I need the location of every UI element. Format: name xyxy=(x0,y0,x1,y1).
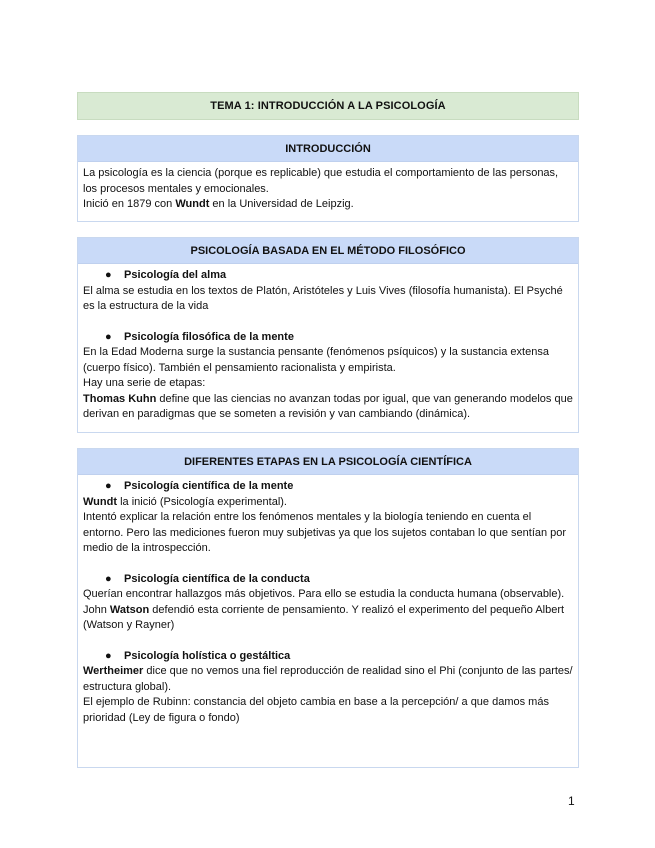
section-header-text: DIFERENTES ETAPAS EN LA PSICOLOGÍA CIENTÍFICA xyxy=(184,455,472,468)
paragraph-kuhn xyxy=(83,392,573,423)
bullet-icon: ● xyxy=(105,572,112,585)
section-header-text: PSICOLOGÍA BASADA EN EL MÉTODO FILOSÓFICO xyxy=(190,244,466,257)
bullet-heading xyxy=(83,479,573,495)
paragraph xyxy=(83,587,573,634)
section-psicologia-cientifica xyxy=(77,448,579,768)
bullet-icon: ● xyxy=(105,269,112,281)
paragraph: Hay una serie de etapas: xyxy=(83,377,206,389)
document-page xyxy=(77,92,579,768)
bullet-heading-text: Psicología del alma xyxy=(124,269,227,281)
bullet-icon: ● xyxy=(105,480,112,492)
intro-text: en la Universidad de Leipzig. xyxy=(209,198,354,210)
bullet-heading-text: Psicología científica de la conducta xyxy=(124,572,310,585)
bullet-icon: ● xyxy=(105,330,112,343)
paragraph-text: Querían encontrar hallazgos más objetivos. Para ello se estudia la conducta humana (observable). John xyxy=(83,588,565,616)
bullet-heading-text: Psicología científica de la mente xyxy=(124,480,294,492)
bullet-heading xyxy=(83,572,573,588)
name-wertheimer: Wertheimer xyxy=(83,665,144,677)
paragraph xyxy=(83,495,573,511)
intro-paragraph: La psicología es la ciencia (porque es replicable) que estudia el comportamiento de las personas, los procesos mentales y emocionales. xyxy=(83,167,559,195)
paragraph-text: la inició (Psicología experimental). xyxy=(117,495,287,508)
section-body-filosofico xyxy=(78,264,578,429)
paragraph xyxy=(83,664,573,695)
page-number: 1 xyxy=(568,794,575,808)
section-body-cientifica xyxy=(78,475,578,732)
section-header-introduccion xyxy=(78,136,578,162)
intro-name-wundt: Wundt xyxy=(175,198,210,210)
paragraph: El ejemplo de Rubinn: constancia del objeto cambia en base a la percepción/ a que damos más prioridad (Ley de figura o fondo) xyxy=(83,696,549,724)
section-header-cientifica xyxy=(78,449,578,475)
paragraph: En la Edad Moderna surge la sustancia pensante (fenómenos psíquicos) y la sustancia extensa (cuerpo físico). También el pensamiento racionalista y empirista. xyxy=(83,346,549,374)
bullet-heading xyxy=(83,649,573,665)
bullet-heading xyxy=(83,330,573,346)
bullet-icon: ● xyxy=(105,649,112,662)
document-title xyxy=(77,92,579,120)
bullet-heading-text: Psicología holística o gestáltica xyxy=(124,649,291,662)
intro-paragraph-2 xyxy=(83,197,573,213)
paragraph-text: dice que no vemos una fiel reproducción de realidad sino el Phi (conjunto de las partes/ estructura global). xyxy=(83,665,573,693)
paragraph-text: defendió esta corriente de pensamiento. Y realizó el experimento del pequeño Albert (Watson y Rayner) xyxy=(83,603,565,631)
bullet-heading xyxy=(83,268,573,284)
section-metodo-filosofico xyxy=(77,237,579,433)
paragraph-text: define que las ciencias no avanzan todas por igual, que van generando modelos que derivan en paradigmas que se someten a revisión y van cambiando (dinámica). xyxy=(83,392,573,420)
name-wundt: Wundt xyxy=(83,495,118,508)
section-body-introduccion xyxy=(78,162,578,219)
section-header-text: INTRODUCCIÓN xyxy=(285,142,371,155)
name-watson: Watson xyxy=(109,603,150,616)
bullet-heading-text: Psicología filosófica de la mente xyxy=(124,330,294,343)
name-kuhn: Thomas Kuhn xyxy=(83,392,157,405)
paragraph: El alma se estudia en los textos de Platón, Aristóteles y Luis Vives (filosofía humanista). El Psyché es la estructura de la vida xyxy=(83,284,563,312)
section-introduccion xyxy=(77,135,579,222)
section-header-filosofico xyxy=(78,238,578,264)
intro-text: Inició en 1879 con xyxy=(83,198,176,210)
paragraph: Intentó explicar la relación entre los fenómenos mentales y la biología teniendo en cuenta el entorno. Pero las mediciones fueron muy subjetivas ya que los sujetos contaban lo que sentían por medio de la introspección. xyxy=(83,511,567,554)
document-title-text: TEMA 1: INTRODUCCIÓN A LA PSICOLOGÍA xyxy=(210,100,446,112)
